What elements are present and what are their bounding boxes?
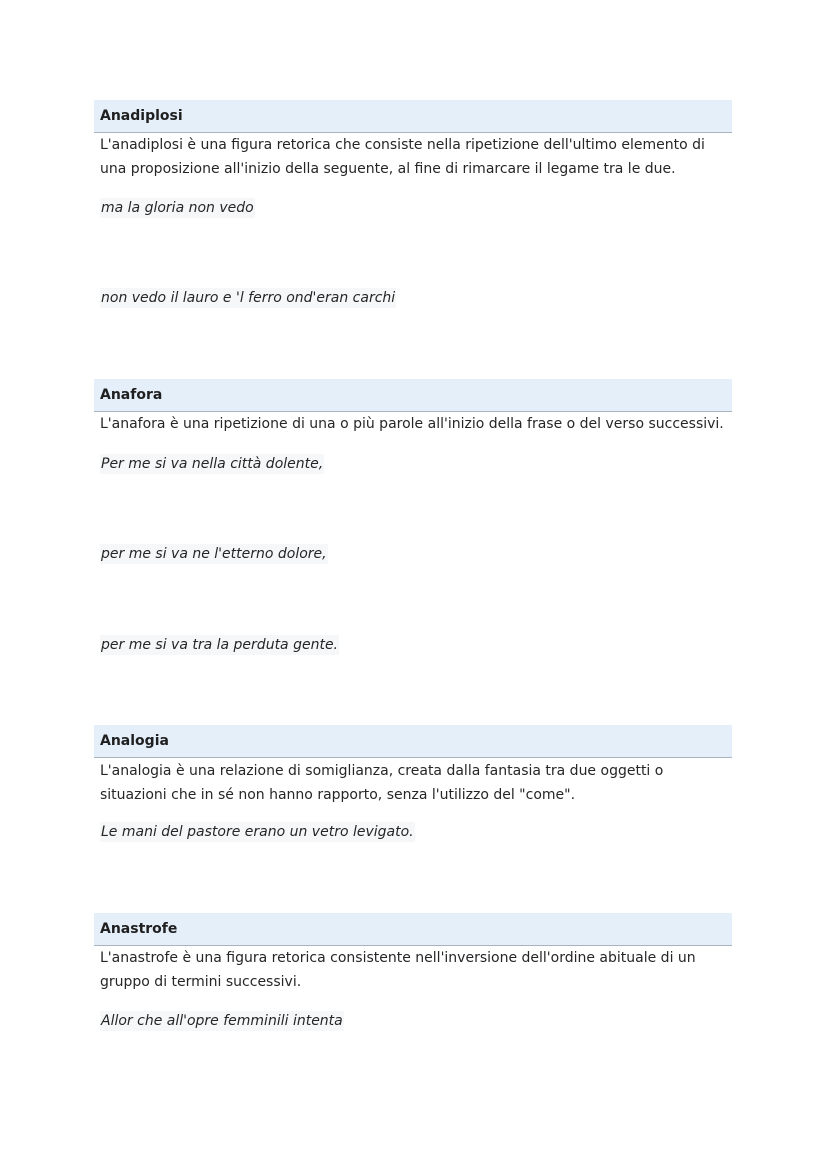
example-line: ma la gloria non vedo <box>101 200 254 216</box>
section-definition: L'anastrofe è una figura retorica consistente nell'inversione dell'ordine abituale di un gruppo di termini successivi. <box>100 950 696 990</box>
example-line: per me si va ne l'etterno dolore, <box>101 546 327 562</box>
section-heading: Anadiplosi <box>100 108 183 124</box>
section-heading: Anastrofe <box>100 921 178 937</box>
section-heading: Anafora <box>100 387 163 403</box>
section-definition: L'analogia è una relazione di somiglianza, creata dalla fantasia tra due oggetti o situazioni che in sé non hanno rapporto, senza l'utilizzo del "come". <box>100 763 664 803</box>
section-heading-bar <box>94 379 732 412</box>
section-heading-bar <box>94 725 732 758</box>
section-heading: Analogia <box>100 733 169 749</box>
example-line: Allor che all'opre femminili intenta <box>101 1013 343 1029</box>
example-line: Per me si va nella città dolente, <box>101 456 324 472</box>
section-definition: L'anadiplosi è una figura retorica che consiste nella ripetizione dell'ultimo elemento di una proposizione all'inizio della seguente, al fine di rimarcare il legame tra le due. <box>100 137 705 177</box>
example-line: per me si va tra la perduta gente. <box>101 637 339 653</box>
section-definition: L'anafora è una ripetizione di una o più parole all'inizio della frase o del verso successivi. <box>100 416 724 432</box>
example-line: non vedo il lauro e 'l ferro ond'eran carchi <box>101 290 396 306</box>
section-heading-bar <box>94 100 732 133</box>
example-line: Le mani del pastore erano un vetro levigato. <box>101 824 414 840</box>
section-heading-bar <box>94 913 732 946</box>
